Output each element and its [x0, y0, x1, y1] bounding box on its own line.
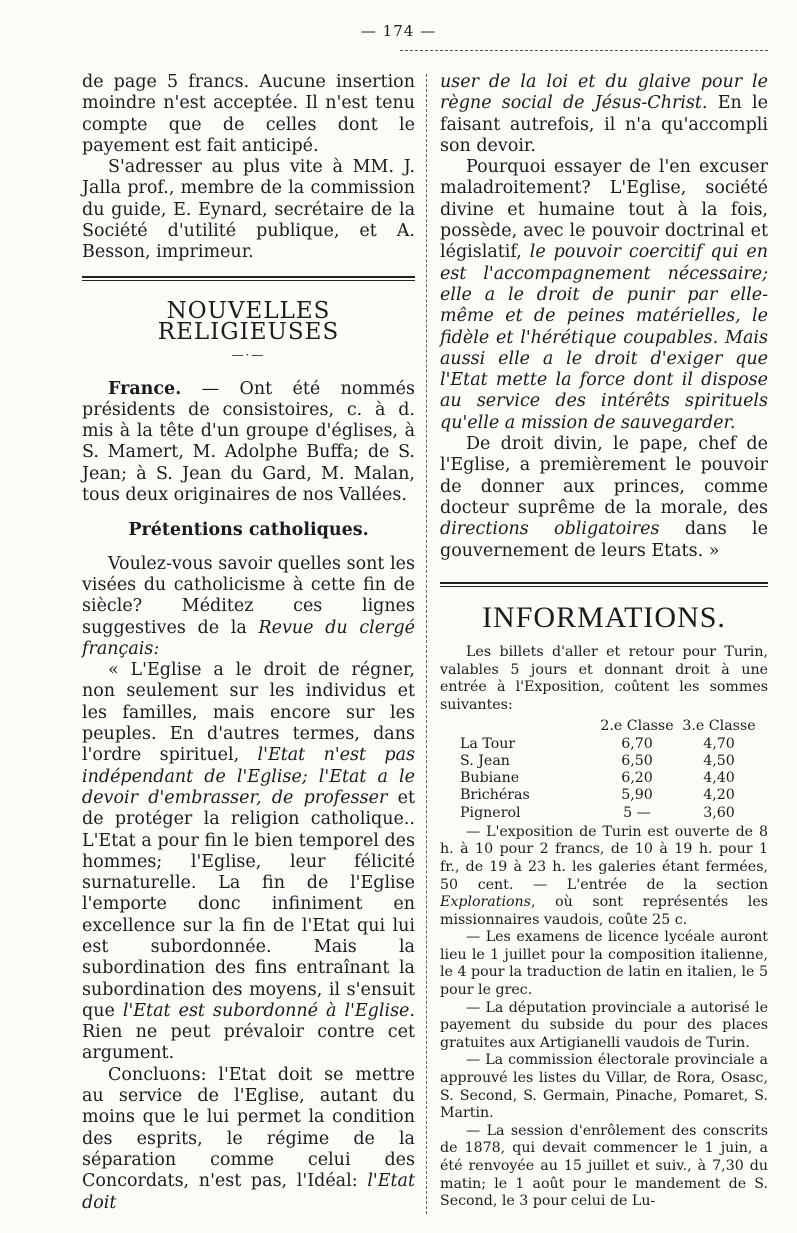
section-title-informations: INFORMATIONS. [482, 600, 726, 634]
exams-paragraph: — Les examens de licence lycéale auront lieu le 1 juillet pour la composition italienne, le 4 pour la traduction de latin en italien, le 5 pour le grec. [440, 929, 768, 999]
price-cell: 4,40 [703, 770, 735, 787]
column-divider [426, 74, 427, 1214]
station-cell: Bubiane [460, 770, 520, 787]
conclusion-paragraph [82, 1065, 415, 1214]
revue-title: Revue du clergé français: [82, 617, 415, 659]
ticket-price-table [460, 717, 760, 822]
ad-terms-paragraph: de page 5 francs. Aucune insertion moindre n'est acceptée. Il n'est tenu compte que de celles dont le payement est fait anticipé. [82, 72, 415, 156]
continuation-text: En le faisant autrefois, il n'a qu'accompli son devoir. [440, 93, 769, 156]
price-cell: 4,20 [703, 787, 735, 804]
price-cell: 6,70 [621, 735, 653, 752]
table-row [460, 770, 760, 787]
station-cell: Brichéras [460, 787, 530, 804]
intro-text: Voulez-vous savoir quelles sont les visées du catholicisme à cette fin de siècle? Méditez ces lignes suggestives de la [82, 553, 415, 638]
divine-text-a: De droit divin, le pape, chef de l'Eglise, a premièrement le pouvoir de donner aux princes, comme docteur suprême de la morale, des [440, 434, 768, 518]
contact-paragraph: S'adresser au plus vite à MM. J. Jalla prof., membre de la commission du guide, E. Eynard, secrétaire de la Société d'utilité publique, et A. Besson, imprimeur. [82, 157, 415, 263]
subheading-catholic-claims: Prétentions catholiques. [128, 520, 369, 541]
quote-paragraph [82, 660, 415, 1065]
section-rule [82, 276, 415, 281]
conclusion-italic: l'Etat doit [82, 1171, 415, 1213]
intro-paragraph [82, 554, 415, 660]
ornament: —·— [231, 348, 266, 363]
quote-text-c: Rien ne peut prévaloir contre cet argument. [82, 1022, 415, 1064]
header-rule [400, 50, 768, 51]
section-title-religious-news: NOUVELLES RELIGIEUSES [157, 297, 340, 345]
price-cell: 6,20 [621, 770, 653, 787]
continuation-paragraph [440, 72, 768, 157]
exposition-text-a: — L'exposition de Turin est ouverte de 8 h. à 10 pour 2 francs, de 10 à 19 h. pour 1 fr., de 19 à 23 h. les galeries étant fermées, 50 cent. — L'entrée de la section [440, 823, 768, 893]
left-column [82, 72, 415, 1214]
price-cell: 4,70 [703, 735, 735, 752]
table-row [460, 805, 760, 822]
divine-italic: directions obligatoires [440, 519, 660, 540]
price-cell: 5 — [623, 804, 651, 821]
coercive-power-paragraph [440, 157, 768, 434]
electoral-commission-paragraph: — La commission électorale provinciale a approuvé les listes du Villar, de Rora, Osasc, S. Second, S. Germain, Pinache, Pomaret, S. Martin. [440, 1052, 768, 1122]
table-row [460, 736, 760, 753]
deputation-paragraph: — La députation provinciale a autorisé le payement du subside du pour des places gratuites aux Artigianelli vaudois de Turin. [440, 999, 768, 1051]
price-cell: 6,50 [621, 752, 653, 769]
quote-italic-a: l'Etat n'est pas indépendant de l'Eglise; l'Etat a le devoir d'embrasser, de professer [82, 745, 416, 808]
france-news-paragraph [82, 379, 415, 507]
table-header-row [460, 717, 760, 736]
conclusion-text: Concluons: l'Etat doit se mettre au service de l'Eglise, autant du moins que le lui permet la condition des esprits, le régime de la séparation comme celui des Concordats, n'est pas, l'Idéal: [82, 1064, 415, 1192]
column-header: 2.e Classe [600, 717, 674, 734]
column-header: 3.e Classe [682, 717, 756, 734]
quote-italic-b: l'Etat est subordonné à l'Eglise. [122, 1000, 415, 1021]
informations-rule [440, 582, 768, 587]
divine-text-b: dans le gouvernement de leurs Etats. » [440, 519, 768, 561]
coercive-italic: le pouvoir coercitif qui en est l'accompagnement nécessaire; elle a le droit de punir par elle-même et de peines matérielles, le fidèle et l'hérétique coupables. Mais aussi elle a le droit d'exiger que l'Etat mette la force dont il dispose au service des intérêts spirituels qu'elle a mission de sauvegarder. [440, 242, 769, 433]
coercive-text: Pourquoi essayer de l'en excuser maladroitement? L'Eglise, société divine et humaine tout à la fois, possède, avec le pouvoir doctrinal et législatif, [440, 157, 768, 263]
station-cell: La Tour [460, 735, 516, 752]
station-cell: Pignerol [460, 804, 521, 821]
quote-text-b: et de protéger la religion catholique.. L'Etat a pour fin le bien temporel des hommes; l'Eglise, leur félicité surnaturelle. La fin de l'Eglise l'emporte donc infiniment en excellence sur la fin de l'Etat qui lui est subordonnée. Mais la subordination des fins entraînant la subordination des moyens, il s'ensuit que [82, 787, 415, 1021]
conscripts-paragraph: — La session d'enrôlement des conscrits de 1878, qui devait commencer le 1 juin, a été renvoyée au 15 juillet et suiv., à 7,30 du matin; le 1 août pour le mandement de S. Second, le 3 pour celui de Lu- [440, 1122, 768, 1210]
exposition-hours-paragraph [440, 824, 768, 930]
france-label: France. [108, 378, 182, 399]
station-cell: S. Jean [460, 752, 510, 769]
france-text: — Ont été nommés présidents de consistoires, c. à d. mis à la tête d'un groupe d'églises, à S. Mamert, M. Adolphe Buffa; de S. Jean; à S. Jean du Gard, M. Malan, tous deux originaires de nos Vallées. [82, 378, 415, 506]
tickets-paragraph: Les billets d'aller et retour pour Turin, valables 5 jours et donnant droit à une entrée à l'Exposition, coûtent les sommes suivantes: [440, 644, 768, 713]
price-cell: 3,60 [703, 804, 735, 821]
table-row [460, 753, 760, 770]
divine-right-paragraph [440, 434, 768, 562]
continuation-italic: user de la loi et du glaive pour le règne social de Jésus-Christ. [440, 72, 768, 114]
price-cell: 4,50 [703, 752, 735, 769]
column-header [460, 717, 596, 736]
quote-text-a: « L'Eglise a le droit de régner, non seulement sur les individus et les familles, mais encore sur les peuples. En d'autres termes, dans l'ordre spirituel, [82, 660, 415, 766]
page-number: — 174 — [360, 22, 437, 40]
right-column [440, 72, 768, 1211]
explorations-label: Explorations [440, 894, 531, 911]
table-row [460, 787, 760, 804]
price-cell: 5,90 [621, 787, 653, 804]
exposition-text-b: , où sont représentés les missionnaires vaudois, coûte 25 c. [440, 894, 768, 928]
